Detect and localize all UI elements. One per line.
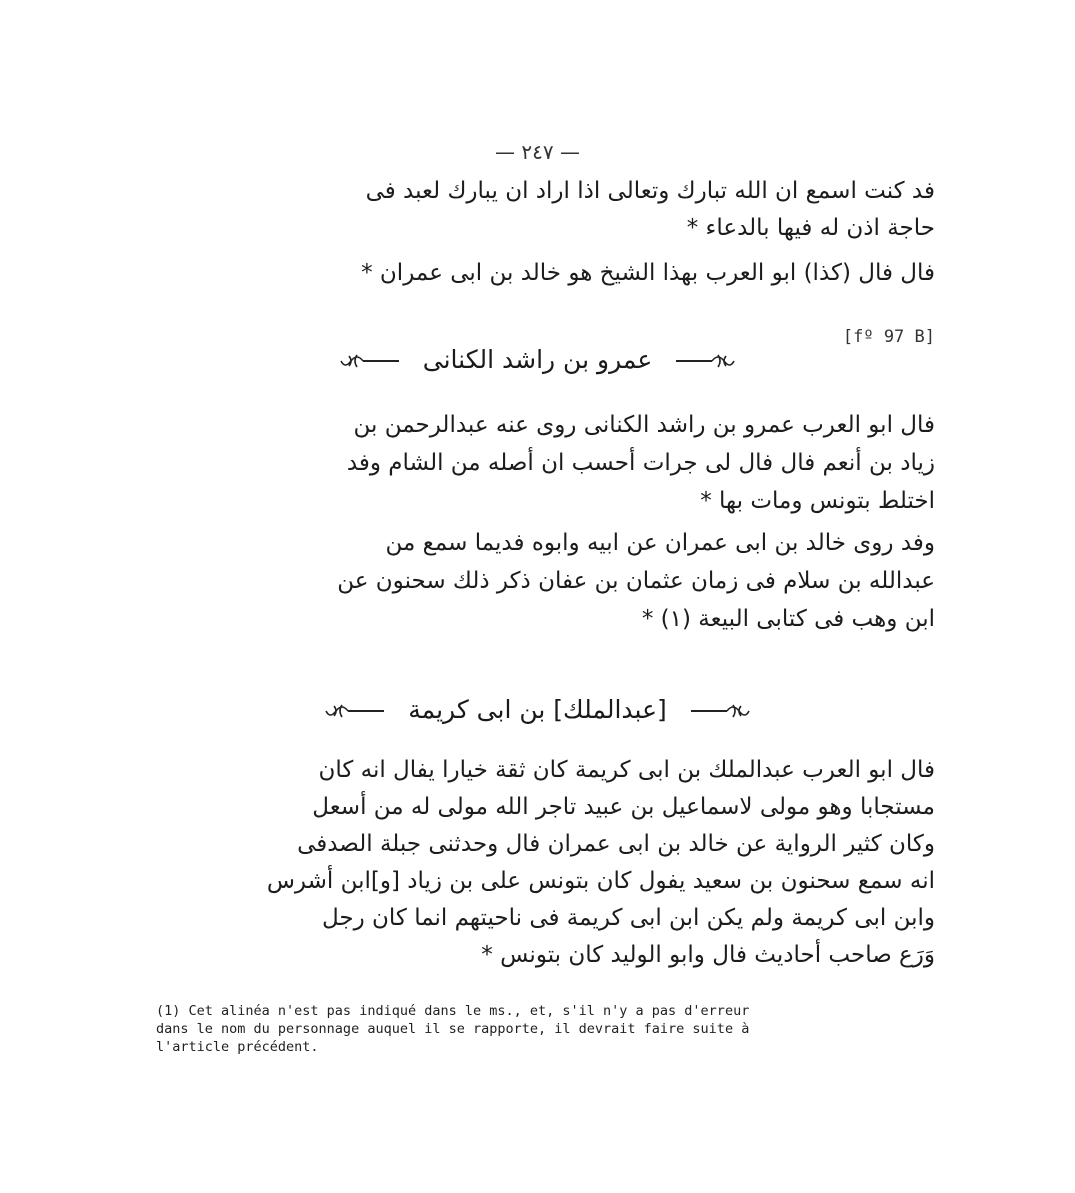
ornament-left-icon (324, 701, 386, 721)
paragraph-line: وفد روى خالد بن ابى عمران عن ابيه وابوه فديما سمع من (385, 530, 935, 556)
paragraph-line: فال ابو العرب عمرو بن راشد الكنانى روى عنه عبدالرحمن بن (353, 412, 935, 438)
intro-line: حاجة اذن له فيها بالدعاء * (686, 215, 935, 241)
paragraph-line: وكان كثير الرواية عن خالد بن ابى عمران فال وحدثنى جبلة الصدفى (297, 831, 935, 857)
intro-line: فال فال (كذا) ابو العرب بهذا الشيخ هو خالد بن ابى عمران * (361, 260, 935, 286)
paragraph-line: وابن ابى كريمة ولم يكن ابن ابى كريمة فى ناحيتهم انما كان رجل (321, 905, 935, 931)
paragraph-line: وَرَع صاحب أحاديث فال وابو الوليد كان بتونس * (481, 942, 935, 968)
section-title: عمرو بن راشد الكنانى (422, 345, 653, 374)
section-heading-amr (0, 345, 1075, 374)
intro-line: فد كنت اسمع ان الله تبارك وتعالى اذا اراد ان يبارك لعبد فى (365, 178, 935, 204)
footnote-line: l'article précédent. (156, 1039, 319, 1055)
paragraph-line: عبدالله بن سلام فى زمان عثمان بن عفان ذكر ذلك سحنون عن (337, 568, 935, 594)
footnote-line: (1) Cet alinéa n'est pas indiqué dans le ms., et, s'il n'y a pas d'erreur (156, 1003, 750, 1019)
section-title: [عبدالملك] بن ابى كريمة (408, 695, 667, 724)
ornament-right-icon (689, 701, 751, 721)
paragraph-line: ابن وهب فى كتابى البيعة (١) * (641, 606, 935, 632)
ornament-right-icon (674, 351, 736, 371)
paragraph-line: انه سمع سحنون بن سعيد يفول كان بتونس على بن زياد [و]ابن أشرس (266, 868, 935, 894)
paragraph-line: زياد بن أنعم فال فال لى جرات أحسب ان أصله من الشام وفد (346, 450, 935, 476)
paragraph-line: اختلط بتونس ومات بها * (700, 488, 935, 514)
section-heading-abdalmalik (0, 695, 1075, 724)
ornament-left-icon (339, 351, 401, 371)
footnote (156, 1002, 936, 1056)
paragraph-line: مستجابا وهو مولى لاسماعيل بن عبيد تاجر الله مولى له من أسعل (312, 794, 935, 820)
page-number: — ٢٤٧ — (495, 140, 580, 164)
paragraph-line: فال ابو العرب عبدالملك بن ابى كريمة كان ثقة خيارا يفال انه كان (318, 757, 935, 783)
footnote-line: dans le nom du personnage auquel il se rapporte, il devrait faire suite à (156, 1021, 750, 1037)
folio-reference: [fº 97 B] (842, 327, 935, 347)
